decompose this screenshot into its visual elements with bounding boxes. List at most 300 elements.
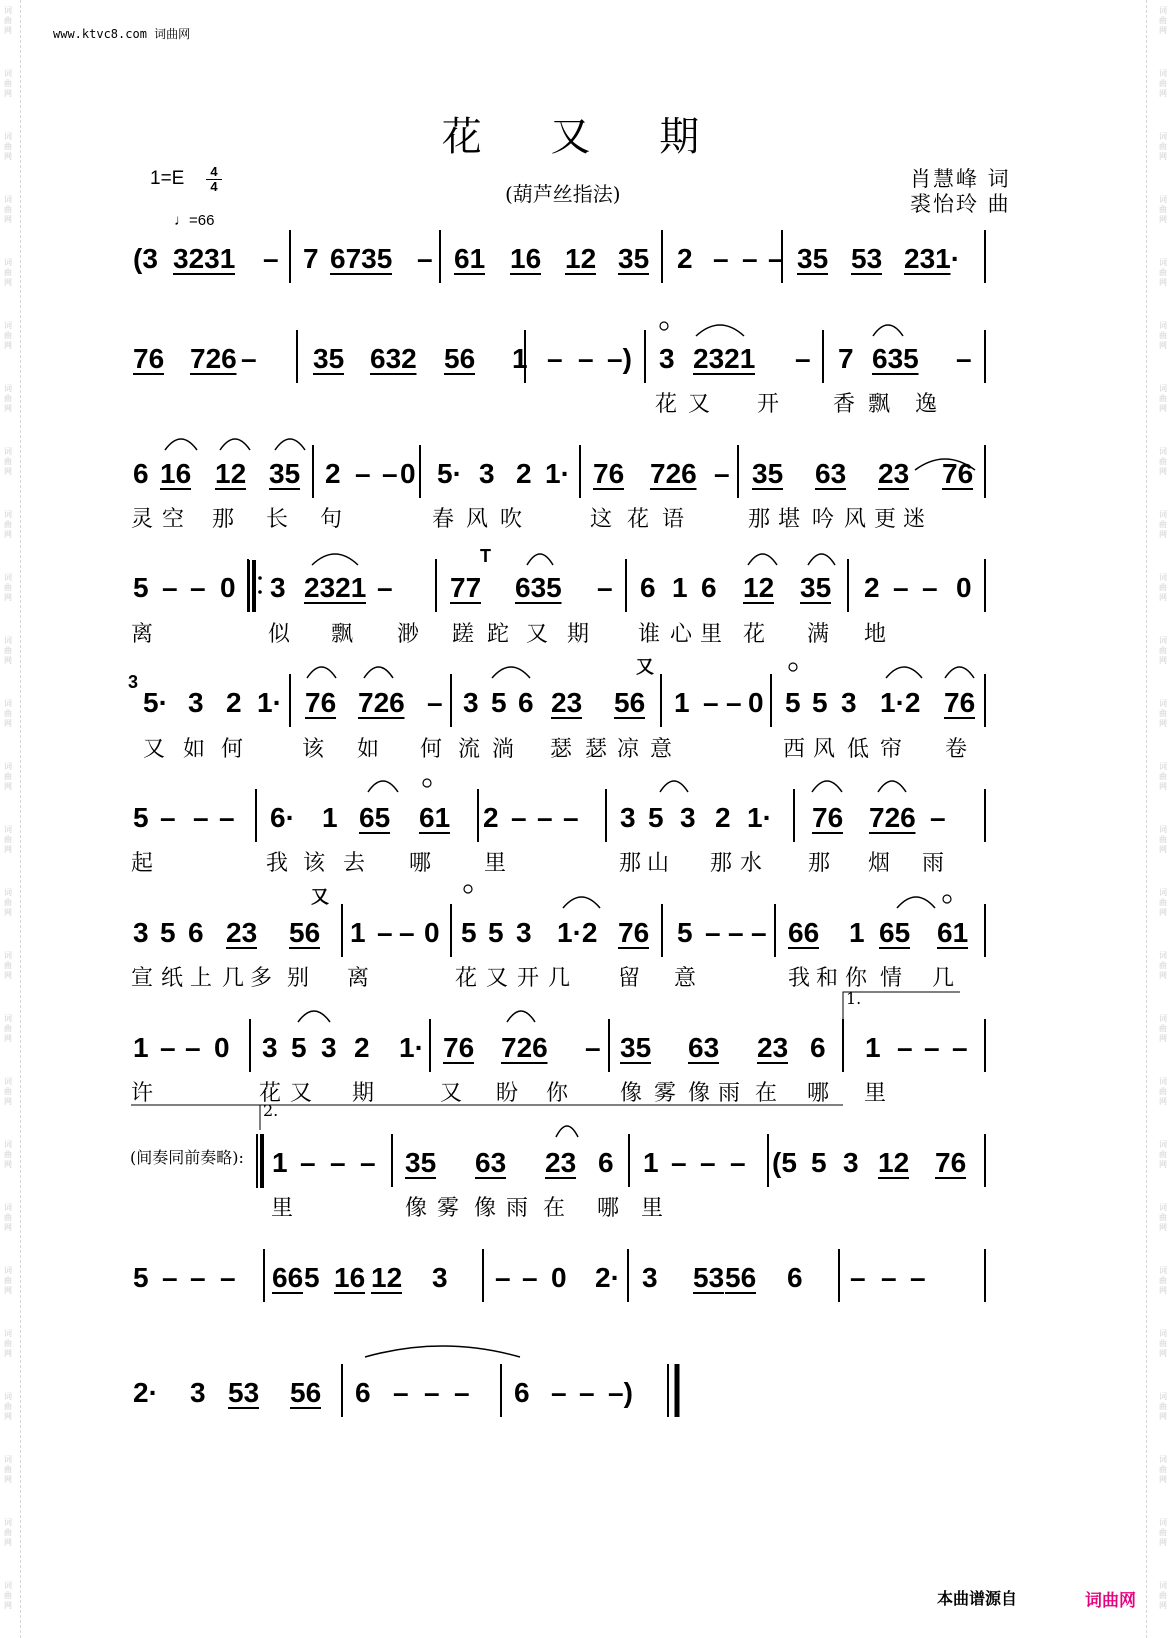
jianpu-note: – [705, 917, 721, 948]
lyric-syllable: 盼 [496, 1081, 519, 1106]
lyric-syllable: 长 [266, 507, 289, 532]
lyric-syllable: 留 [618, 966, 641, 991]
watermark-text: 词曲网 [1159, 195, 1167, 224]
watermark-text: 词曲网 [1159, 384, 1167, 413]
watermark-text: 词曲网 [4, 447, 12, 476]
jianpu-note: 3 [133, 917, 149, 948]
jianpu-note: – [881, 1262, 897, 1293]
slur [696, 325, 744, 336]
watermark-text: 词曲网 [1159, 762, 1167, 791]
jianpu-note: 56 [725, 1262, 757, 1293]
lyric-syllable: 又 [143, 737, 166, 762]
jianpu-note: – [910, 1262, 926, 1293]
jianpu-note: – [579, 1377, 595, 1408]
jianpu-note: 76 [305, 687, 337, 718]
lyric-syllable: 许 [131, 1081, 154, 1106]
lyric-syllable: 低 [847, 737, 870, 762]
jianpu-note: 56 [444, 343, 476, 374]
lyric-syllable: 飘 [331, 622, 354, 647]
lyric-syllable: 里 [864, 1081, 887, 1106]
lyric-syllable: 几 [222, 966, 245, 991]
jianpu-note: 5 [491, 687, 507, 718]
jianpu-note: 6 [810, 1032, 826, 1063]
jianpu-note: 6 [518, 687, 534, 718]
site-url[interactable]: www.ktvc8.com 词曲网 [53, 27, 191, 41]
triplet-mark: 3 [128, 672, 139, 692]
watermark-text: 词曲网 [1159, 951, 1167, 980]
watermark-text: 词曲网 [4, 951, 12, 980]
jianpu-note: 3 [463, 687, 479, 718]
jianpu-note: 53 [851, 243, 883, 274]
lyric-syllable: 灵 [131, 507, 154, 532]
jianpu-note: 632 [370, 343, 417, 374]
jianpu-note: 3 [270, 572, 286, 603]
jianpu-note: 5· [143, 687, 168, 718]
watermark-text: 词曲网 [1159, 1581, 1167, 1610]
lyric-syllable: 春 [432, 507, 455, 532]
lyric-syllable: 里 [484, 851, 507, 876]
lyric-syllable: 期 [567, 622, 590, 647]
jianpu-note: 1·2 [880, 687, 921, 718]
jianpu-note: – [393, 1377, 409, 1408]
jianpu-note: 0 [424, 917, 440, 948]
watermark-text: 词曲网 [1159, 825, 1167, 854]
jianpu-note: –) [607, 343, 632, 374]
lyric-syllable: 渺 [397, 622, 420, 647]
jianpu-note: 2 [483, 802, 499, 833]
lyric-syllable: 哪 [807, 1081, 830, 1106]
lyric-syllable: 我 [788, 966, 811, 991]
slur [507, 1011, 535, 1022]
jianpu-note: 1 [672, 572, 688, 603]
watermark-text: 词曲网 [1159, 69, 1167, 98]
lyric-syllable: 在 [543, 1196, 566, 1221]
jianpu-note: – [263, 243, 279, 274]
jianpu-note: 6 [133, 458, 149, 489]
jianpu-note: – [330, 1147, 346, 1178]
jianpu-note: – [454, 1377, 470, 1408]
lyric-syllable: 期 [352, 1081, 375, 1106]
open-hole-mark [943, 895, 951, 903]
watermark-text: 词曲网 [1159, 1014, 1167, 1043]
watermark-text: 词曲网 [1159, 132, 1167, 161]
jianpu-note: 3231 [173, 243, 236, 274]
lyric-syllable: 哪 [409, 851, 432, 876]
lyric-syllable: 像 [405, 1196, 428, 1221]
jianpu-note: 6 [598, 1147, 614, 1178]
jianpu-note: – [417, 243, 433, 274]
jianpu-note: 1 [133, 1032, 149, 1063]
jianpu-note: 2· [133, 1377, 158, 1408]
jianpu-note: 3 [843, 1147, 859, 1178]
jianpu-note: 2321 [693, 343, 756, 374]
lyric-syllable: 你 [845, 966, 868, 991]
jianpu-note: 2 [325, 458, 341, 489]
jianpu-note: – [495, 1262, 511, 1293]
watermark-text: 词曲网 [4, 321, 12, 350]
watermark-text: 词曲网 [1159, 1266, 1167, 1295]
jianpu-note: 1 [272, 1147, 288, 1178]
lyric-syllable: 何 [420, 737, 443, 762]
jianpu-note: 3 [642, 1262, 658, 1293]
footer-brand-link[interactable]: 词曲网 [1085, 1591, 1136, 1611]
jianpu-note: – [377, 572, 393, 603]
lyric-syllable: 在 [755, 1081, 778, 1106]
lyric-syllable: 又 [526, 622, 549, 647]
slur [220, 439, 250, 450]
jianpu-note: 12 [565, 243, 597, 274]
lyric-syllable: 流 [458, 737, 481, 762]
watermark-text: 词曲网 [4, 1077, 12, 1106]
lyric-syllable: 心 [670, 622, 693, 647]
jianpu-note: – [300, 1147, 316, 1178]
lyric-syllable: 像 [688, 1081, 711, 1106]
jianpu-note: 1 [643, 1147, 659, 1178]
lyric-syllable: 那 [710, 851, 733, 876]
jianpu-note: 76 [942, 458, 974, 489]
lyric-syllable: 该 [302, 737, 325, 762]
jianpu-note: – [585, 1032, 601, 1063]
jianpu-note: 3 [479, 458, 495, 489]
jianpu-note: 726 [650, 458, 697, 489]
lyric-syllable: 吹 [500, 507, 523, 532]
jianpu-note: 35 [752, 458, 784, 489]
jianpu-note: 12 [878, 1147, 910, 1178]
jianpu-note: 61 [454, 243, 486, 274]
jianpu-note: 23 [878, 458, 910, 489]
lyric-syllable: 雨 [922, 851, 945, 876]
jianpu-note: 35 [269, 458, 301, 489]
jianpu-note: – [382, 458, 398, 489]
watermark-text: 词曲网 [4, 1203, 12, 1232]
watermark-text: 词曲网 [1159, 699, 1167, 728]
lyric-syllable: 里 [271, 1196, 294, 1221]
jianpu-note: 76 [443, 1032, 475, 1063]
jianpu-note: – [742, 243, 758, 274]
lyric-syllable: 语 [662, 507, 685, 532]
jianpu-note: 16 [510, 243, 542, 274]
jianpu-note: – [714, 458, 730, 489]
watermark-text: 词曲网 [1159, 1455, 1167, 1484]
jianpu-note: 5 [291, 1032, 307, 1063]
jianpu-note: – [893, 572, 909, 603]
jianpu-note: – [956, 343, 972, 374]
jianpu-note: 2 [516, 458, 532, 489]
lyric-syllable: 蹉 [452, 622, 475, 647]
jianpu-note: 3 [432, 1262, 448, 1293]
lyric-syllable: 如 [183, 737, 206, 762]
jianpu-note: – [355, 458, 371, 489]
slur [660, 781, 688, 792]
tempo-marking: ♩=66 [174, 212, 215, 229]
lyric-syllable: 该 [303, 851, 326, 876]
lyric-syllable: 似 [268, 622, 291, 647]
lyric-syllable: 里 [641, 1196, 664, 1221]
watermark-text: 词曲网 [4, 888, 12, 917]
jianpu-note: – [185, 1032, 201, 1063]
lyric-syllable: 多 [250, 966, 273, 991]
jianpu-note: 5 [811, 1147, 827, 1178]
jianpu-note: 5 [461, 917, 477, 948]
repeat-dot [258, 590, 262, 594]
lyric-syllable: 山 [647, 851, 670, 876]
jianpu-note: – [360, 1147, 376, 1178]
jianpu-note: 1· [545, 458, 570, 489]
jianpu-note: 5 [648, 802, 664, 833]
jianpu-note: 726 [869, 802, 916, 833]
jianpu-note: 65 [879, 917, 911, 948]
jianpu-note: 2· [595, 1262, 620, 1293]
composer-credit: 裘怡玲 曲 [910, 192, 1011, 216]
jianpu-note: 6 [355, 1377, 371, 1408]
open-hole-mark [660, 322, 668, 330]
jianpu-note: 726 [190, 343, 237, 374]
lyric-syllable: 几 [932, 966, 955, 991]
watermark-text: 词曲网 [4, 1392, 12, 1421]
lyric-syllable: 里 [700, 622, 723, 647]
watermark-text: 词曲网 [4, 69, 12, 98]
watermark-text: 词曲网 [1159, 1203, 1167, 1232]
jianpu-note: – [751, 917, 767, 948]
lyric-syllable: 烟 [868, 851, 891, 876]
jianpu-note: 5· [437, 458, 462, 489]
jianpu-note: – [597, 572, 613, 603]
jianpu-note: (3 [133, 243, 158, 274]
jianpu-note: 3 [659, 343, 675, 374]
jianpu-note: – [952, 1032, 968, 1063]
jianpu-note: 231· [904, 243, 961, 274]
lyric-syllable: 飘 [868, 392, 891, 417]
lyric-syllable: 离 [347, 966, 370, 991]
jianpu-note: 65 [359, 802, 391, 833]
jianpu-note: 66 [788, 917, 820, 948]
jianpu-note: – [162, 1262, 178, 1293]
lyric-syllable: 又 [290, 1081, 313, 1106]
lyric-syllable: 卷 [945, 737, 968, 762]
jianpu-note: – [377, 917, 393, 948]
jianpu-note: – [193, 802, 209, 833]
jianpu-note: – [700, 1147, 716, 1178]
watermark-text: 词曲网 [1159, 1518, 1167, 1547]
jianpu-note: 76 [812, 802, 844, 833]
jianpu-note: 2 [864, 572, 880, 603]
jianpu-note: – [162, 572, 178, 603]
lyric-syllable: 逸 [915, 392, 938, 417]
jianpu-note: – [522, 1262, 538, 1293]
lyric-syllable: 意 [650, 737, 673, 762]
lyric-syllable: 雾 [654, 1081, 677, 1106]
jianpu-note: 1·2 [557, 917, 598, 948]
jianpu-note: – [671, 1147, 687, 1178]
jianpu-note: – [922, 572, 938, 603]
lyricist-credit: 肖慧峰 词 [910, 167, 1011, 191]
watermark-text: 词曲网 [4, 258, 12, 287]
slur [563, 897, 600, 908]
jianpu-note: 6 [640, 572, 656, 603]
lyric-syllable: 开 [757, 392, 780, 417]
jianpu-note: 23 [551, 687, 583, 718]
lyric-syllable: 又 [440, 1081, 463, 1106]
trill-mark: T [480, 546, 491, 566]
jianpu-note: 61 [419, 802, 451, 833]
watermark-text: 词曲网 [1159, 636, 1167, 665]
finger-mark: 又 [311, 887, 329, 907]
jianpu-note: 3 [680, 802, 696, 833]
jianpu-note: 5 [133, 572, 149, 603]
jianpu-note: – [730, 1147, 746, 1178]
lyric-syllable: 花 [259, 1081, 282, 1106]
jianpu-note: 56 [614, 687, 646, 718]
jianpu-note: 76 [935, 1147, 967, 1178]
lyric-syllable: 如 [357, 737, 380, 762]
jianpu-note: 76 [133, 343, 165, 374]
watermark-text: 词曲网 [4, 1014, 12, 1043]
jianpu-note: 12 [215, 458, 247, 489]
lyric-syllable: 哪 [597, 1196, 620, 1221]
lyric-syllable: 雾 [437, 1196, 460, 1221]
lyric-syllable: 纸 [161, 966, 184, 991]
slur [886, 667, 922, 678]
lyric-syllable: 宣 [131, 966, 154, 991]
jianpu-note: – [241, 343, 257, 374]
jianpu-note: 1 [322, 802, 338, 833]
interlude-annotation: (间奏同前奏略): [130, 1148, 244, 1167]
lyric-syllable: 水 [740, 851, 763, 876]
jianpu-note: 35 [313, 343, 345, 374]
watermark-text: 词曲网 [4, 1329, 12, 1358]
jianpu-note: – [924, 1032, 940, 1063]
slur [556, 1126, 578, 1137]
lyric-syllable: 风 [466, 507, 489, 532]
jianpu-note: 1· [399, 1032, 424, 1063]
watermark-text: 词曲网 [1159, 6, 1167, 35]
watermark-text: 词曲网 [4, 699, 12, 728]
watermark-text: 词曲网 [1159, 1392, 1167, 1421]
lyric-syllable: 又 [688, 392, 711, 417]
jianpu-note: 53 [693, 1262, 725, 1293]
jianpu-note: 66 [272, 1262, 304, 1293]
watermark-text: 词曲网 [4, 1140, 12, 1169]
jianpu-note: 56 [289, 917, 321, 948]
jianpu-note: – [220, 1262, 236, 1293]
jianpu-note: 35 [405, 1147, 437, 1178]
jianpu-note: 635 [515, 572, 562, 603]
jianpu-note: – [190, 1262, 206, 1293]
lyric-syllable: 淌 [492, 737, 515, 762]
jianpu-note: 0 [400, 458, 416, 489]
lyric-syllable: 我 [266, 851, 289, 876]
lyric-syllable: 起 [131, 851, 154, 876]
jianpu-note: 5 [812, 687, 828, 718]
jianpu-note: – [399, 917, 415, 948]
jianpu-note: 3 [188, 687, 204, 718]
watermark-text: 词曲网 [1159, 1329, 1167, 1358]
jianpu-note: 76 [944, 687, 976, 718]
jianpu-note: 35 [800, 572, 832, 603]
watermark-text: 词曲网 [4, 384, 12, 413]
jianpu-note: 3 [190, 1377, 206, 1408]
jianpu-note: – [726, 687, 742, 718]
jianpu-note: 2 [677, 243, 693, 274]
jianpu-note: 6 [787, 1262, 803, 1293]
jianpu-note: 53 [228, 1377, 260, 1408]
slur [368, 781, 398, 792]
jianpu-note: 76 [618, 917, 650, 948]
lyric-syllable: 风 [813, 737, 836, 762]
jianpu-note: – [897, 1032, 913, 1063]
jianpu-note: 2 [715, 802, 731, 833]
slur [165, 439, 197, 450]
jianpu-note: 35 [797, 243, 829, 274]
jianpu-note: 61 [937, 917, 969, 948]
jianpu-note: – [190, 572, 206, 603]
slur [748, 554, 777, 565]
lyric-syllable: 又 [486, 966, 509, 991]
lyric-syllable: 地 [864, 622, 887, 647]
jianpu-note: 5 [133, 802, 149, 833]
watermark-text: 词曲网 [4, 132, 12, 161]
lyric-syllable: 上 [190, 966, 213, 991]
volta-label-2: 2. [263, 1101, 279, 1120]
lyric-syllable: 开 [517, 966, 540, 991]
watermark-text: 词曲网 [4, 636, 12, 665]
watermark-text: 词曲网 [4, 510, 12, 539]
watermark-text: 词曲网 [4, 6, 12, 35]
open-hole-mark [464, 885, 472, 893]
jianpu-note: 635 [872, 343, 919, 374]
lyric-syllable: 迷 [903, 507, 926, 532]
lyric-syllable: 意 [674, 966, 697, 991]
slur [878, 781, 906, 792]
jianpu-note: 23 [757, 1032, 789, 1063]
lyric-syllable: 空 [162, 507, 185, 532]
lyric-syllable: 花 [455, 966, 478, 991]
slur [897, 897, 935, 908]
footer-source-label: 本曲谱源自 [937, 1589, 1018, 1608]
jianpu-note: – [219, 802, 235, 833]
lyric-syllable: 离 [131, 622, 154, 647]
lyric-syllable: 和 [816, 966, 839, 991]
watermark-text: 词曲网 [4, 825, 12, 854]
jianpu-note: 3 [841, 687, 857, 718]
lyric-syllable: 雨 [506, 1196, 529, 1221]
watermark-text: 词曲网 [1159, 1140, 1167, 1169]
jianpu-note: 12 [743, 572, 775, 603]
volta-label-1: 1. [846, 989, 862, 1008]
jianpu-note: 6 [701, 572, 717, 603]
jianpu-note: 726 [501, 1032, 548, 1063]
jianpu-note: – [768, 243, 784, 274]
lyric-syllable: 句 [320, 507, 343, 532]
slur [812, 781, 842, 792]
jianpu-note: 5 [785, 687, 801, 718]
slur [312, 554, 358, 565]
jianpu-note: – [427, 687, 443, 718]
lyric-syllable: 堪 [778, 507, 801, 532]
watermark-text: 词曲网 [1159, 888, 1167, 917]
finger-mark: 又 [636, 657, 654, 677]
watermark-text: 词曲网 [1159, 510, 1167, 539]
jianpu-note: 5 [133, 1262, 149, 1293]
lyric-syllable: 情 [880, 966, 903, 991]
slur [808, 554, 835, 565]
jianpu-note: 0 [214, 1032, 230, 1063]
jianpu-note: 3 [516, 917, 532, 948]
open-hole-mark [423, 779, 431, 787]
lyric-syllable: 花 [627, 507, 650, 532]
key-signature: 1=E [150, 168, 185, 189]
watermark-text: 词曲网 [1159, 1077, 1167, 1106]
